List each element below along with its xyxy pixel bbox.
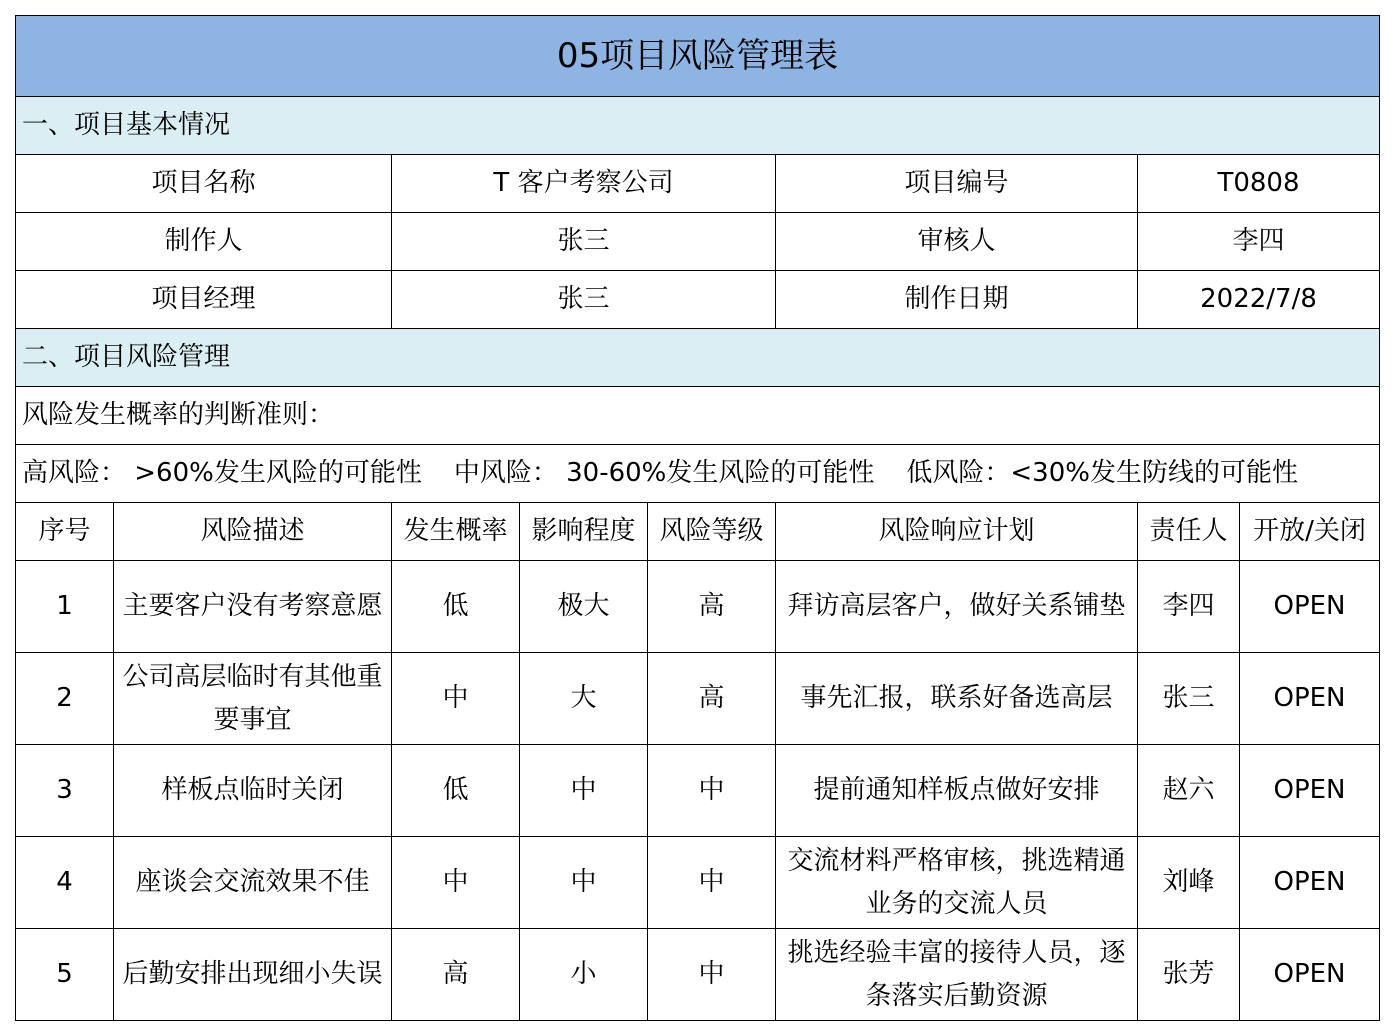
risk-owner[interactable]: 张芳 (1138, 929, 1240, 1021)
column-header-desc[interactable]: 风险描述 (114, 503, 392, 561)
criteria-high: 高风险： >60%发生风险的可能性 (22, 458, 422, 489)
table-row (16, 653, 1380, 745)
risk-plan[interactable]: 拜访高层客户，做好关系铺垫 (776, 561, 1138, 653)
risk-plan[interactable]: 提前通知样板点做好安排 (776, 745, 1138, 837)
risk-owner[interactable]: 刘峰 (1138, 837, 1240, 929)
criteria-title[interactable]: 风险发生概率的判断准则： (16, 387, 1380, 445)
info-label[interactable]: 审核人 (776, 213, 1138, 271)
table-row (16, 837, 1380, 929)
risk-prob[interactable]: 低 (392, 745, 520, 837)
risk-impact[interactable]: 中 (520, 745, 648, 837)
risk-no[interactable]: 2 (16, 653, 114, 745)
risk-status[interactable]: OPEN (1240, 653, 1380, 745)
risk-plan[interactable]: 事先汇报，联系好备选高层 (776, 653, 1138, 745)
info-label[interactable]: 项目编号 (776, 155, 1138, 213)
criteria-line[interactable] (16, 445, 1380, 503)
risk-desc[interactable]: 样板点临时关闭 (114, 745, 392, 837)
risk-no[interactable]: 1 (16, 561, 114, 653)
info-value[interactable]: 张三 (392, 271, 776, 329)
risk-status[interactable]: OPEN (1240, 561, 1380, 653)
risk-prob[interactable]: 低 (392, 561, 520, 653)
info-value[interactable]: T 客户考察公司 (392, 155, 776, 213)
table-row (16, 929, 1380, 1021)
risk-table-header (16, 503, 1380, 561)
risk-owner[interactable]: 赵六 (1138, 745, 1240, 837)
risk-desc[interactable]: 公司高层临时有其他重要事宜 (114, 653, 392, 745)
info-value[interactable]: 李四 (1138, 213, 1380, 271)
risk-no[interactable]: 5 (16, 929, 114, 1021)
risk-owner[interactable]: 李四 (1138, 561, 1240, 653)
sheet-title[interactable]: 05项目风险管理表 (16, 16, 1380, 97)
info-value[interactable]: 2022/7/8 (1138, 271, 1380, 329)
risk-prob[interactable]: 中 (392, 653, 520, 745)
section-risk-management-header[interactable]: 二、项目风险管理 (16, 329, 1380, 387)
risk-plan[interactable]: 挑选经验丰富的接待人员，逐条落实后勤资源 (776, 929, 1138, 1021)
risk-impact[interactable]: 大 (520, 653, 648, 745)
risk-desc[interactable]: 后勤安排出现细小失误 (114, 929, 392, 1021)
column-header-status[interactable]: 开放/关闭 (1240, 503, 1380, 561)
risk-no[interactable]: 3 (16, 745, 114, 837)
risk-level[interactable]: 中 (648, 929, 776, 1021)
column-header-impact[interactable]: 影响程度 (520, 503, 648, 561)
column-header-plan[interactable]: 风险响应计划 (776, 503, 1138, 561)
column-header-no[interactable]: 序号 (16, 503, 114, 561)
risk-management-sheet (15, 15, 1380, 1021)
risk-no[interactable]: 4 (16, 837, 114, 929)
risk-status[interactable]: OPEN (1240, 837, 1380, 929)
risk-level[interactable]: 中 (648, 745, 776, 837)
column-header-level[interactable]: 风险等级 (648, 503, 776, 561)
risk-level[interactable]: 高 (648, 561, 776, 653)
risk-plan[interactable]: 交流材料严格审核，挑选精通业务的交流人员 (776, 837, 1138, 929)
risk-desc[interactable]: 座谈会交流效果不佳 (114, 837, 392, 929)
risk-prob[interactable]: 高 (392, 929, 520, 1021)
risk-status[interactable]: OPEN (1240, 929, 1380, 1021)
risk-prob[interactable]: 中 (392, 837, 520, 929)
section-basic-info-header[interactable]: 一、项目基本情况 (16, 97, 1380, 155)
risk-status[interactable]: OPEN (1240, 745, 1380, 837)
column-header-prob[interactable]: 发生概率 (392, 503, 520, 561)
info-row (16, 271, 1380, 329)
table-row (16, 561, 1380, 653)
info-row (16, 155, 1380, 213)
info-value[interactable]: 张三 (392, 213, 776, 271)
info-label[interactable]: 项目经理 (16, 271, 392, 329)
info-value[interactable]: T0808 (1138, 155, 1380, 213)
info-label[interactable]: 制作人 (16, 213, 392, 271)
table-row (16, 745, 1380, 837)
info-label[interactable]: 项目名称 (16, 155, 392, 213)
criteria-mid: 中风险： 30-60%发生风险的可能性 (453, 458, 875, 489)
risk-owner[interactable]: 张三 (1138, 653, 1240, 745)
risk-desc[interactable]: 主要客户没有考察意愿 (114, 561, 392, 653)
risk-impact[interactable]: 极大 (520, 561, 648, 653)
risk-level[interactable]: 高 (648, 653, 776, 745)
info-label[interactable]: 制作日期 (776, 271, 1138, 329)
risk-impact[interactable]: 中 (520, 837, 648, 929)
column-header-owner[interactable]: 责任人 (1138, 503, 1240, 561)
risk-impact[interactable]: 小 (520, 929, 648, 1021)
criteria-low: 低风险：<30%发生防线的可能性 (906, 458, 1298, 489)
info-row (16, 213, 1380, 271)
risk-level[interactable]: 中 (648, 837, 776, 929)
